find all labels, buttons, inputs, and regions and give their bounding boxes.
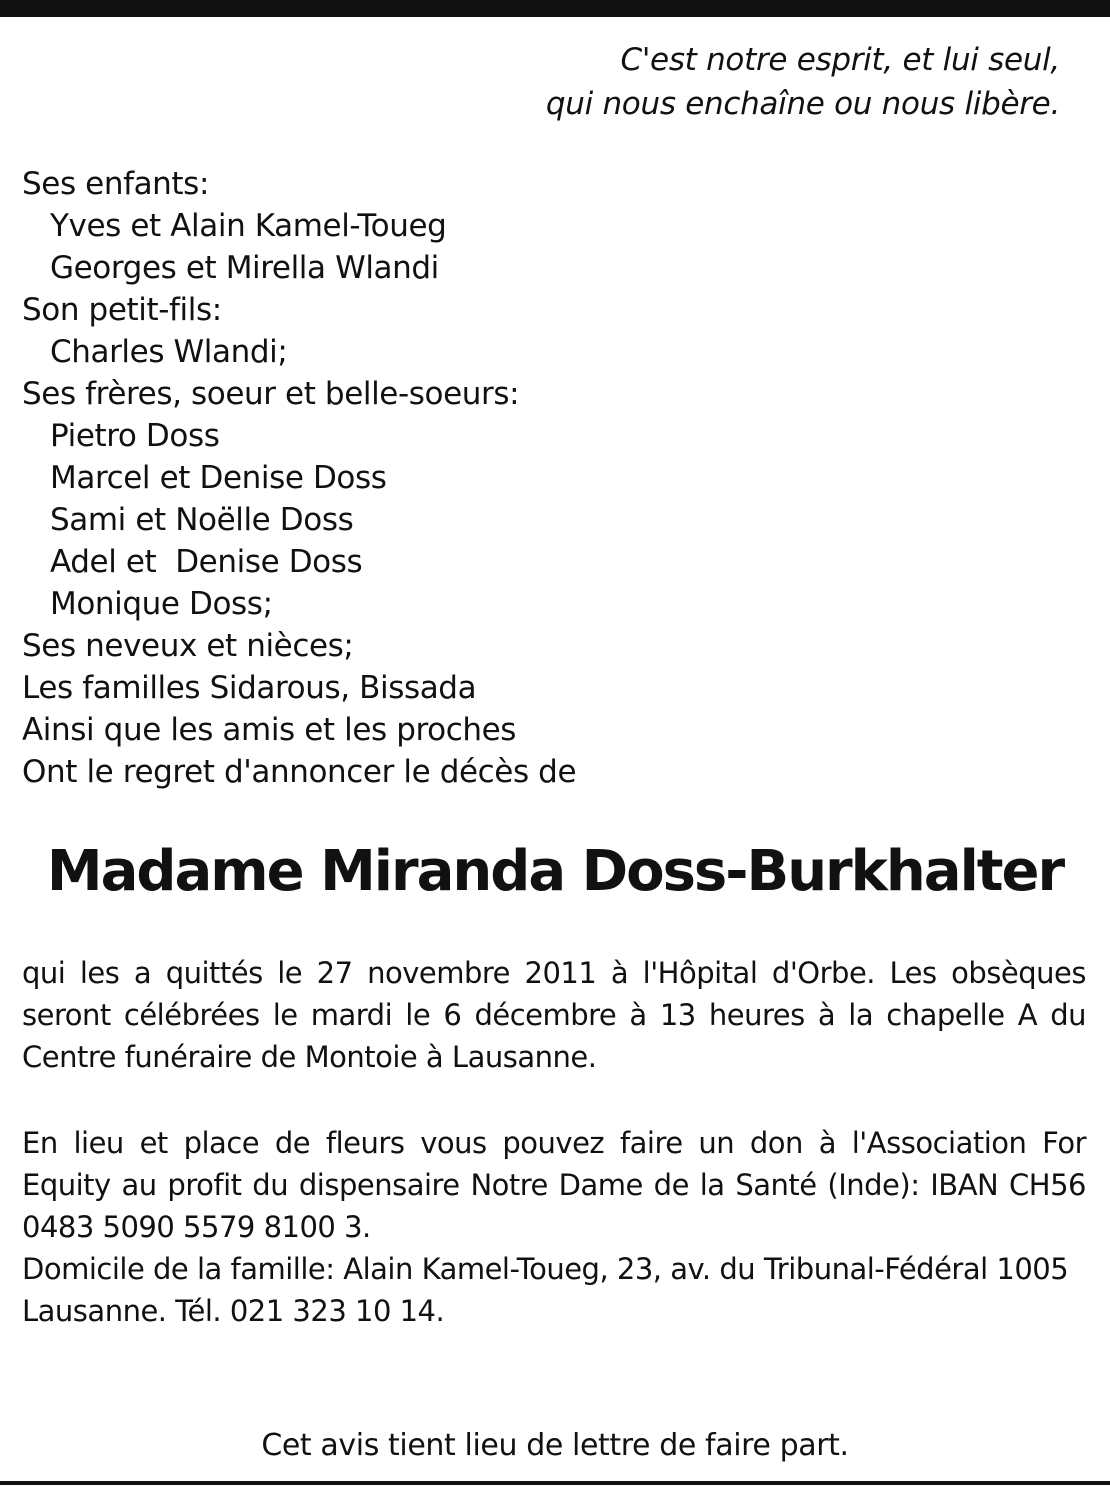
grandson-entry: Charles Wlandi;: [50, 334, 288, 370]
sibling-entry: Adel et Denise Doss: [50, 544, 363, 580]
domicile-paragraph: Domicile de la famille: Alain Kamel-Toueg, 23, av. du Tribunal-Fédéral 1005 Lausanne. Tél. 021 323 10 14.: [22, 1252, 1069, 1328]
epigraph-line-1: C'est notre esprit, et lui seul,: [620, 42, 1060, 78]
child-entry: Georges et Mirella Wlandi: [50, 250, 439, 286]
epigraph-quote: [546, 38, 1060, 126]
sibling-entry: Monique Doss;: [50, 586, 273, 622]
nephews-line: Ses neveux et nièces;: [22, 628, 354, 664]
sibling-entry: Marcel et Denise Doss: [50, 460, 387, 496]
announcement-line: Ont le regret d'annoncer le décès de: [22, 754, 577, 790]
deceased-name: Madame Miranda Doss-Burkhalter: [46, 839, 1064, 904]
family-list: [22, 163, 1088, 793]
siblings-heading: Ses frères, soeur et belle-soeurs:: [22, 376, 520, 412]
top-border-rule: [0, 0, 1110, 17]
children-heading: Ses enfants:: [22, 166, 209, 202]
sibling-entry: Pietro Doss: [50, 418, 220, 454]
epigraph-line-2: qui nous enchaîne ou nous libère.: [545, 86, 1060, 122]
child-entry: Yves et Alain Kamel-Toueg: [50, 208, 447, 244]
sibling-entry: Sami et Noëlle Doss: [50, 502, 354, 538]
funeral-paragraph: qui les a quittés le 27 novembre 2011 à l'Hôpital d'Orbe. Les obsèques seront célébrées le mardi le 6 décembre à 13 heures à la chapelle A du Centre funéraire de Montoie à Lausanne.: [22, 956, 1086, 1074]
grandson-heading: Son petit-fils:: [22, 292, 222, 328]
closing-notice: Cet avis tient lieu de lettre de faire part.: [261, 1428, 849, 1463]
families-line: Les familles Sidarous, Bissada: [22, 670, 477, 706]
bottom-border-rule: [0, 1481, 1110, 1485]
friends-line: Ainsi que les amis et les proches: [22, 712, 517, 748]
donation-paragraph: En lieu et place de fleurs vous pouvez faire un don à l'Association For Equity au profit du dispensaire Notre Dame de la Santé (Inde): IBAN CH56 0483 5090 5579 8100 3.: [22, 1126, 1086, 1244]
